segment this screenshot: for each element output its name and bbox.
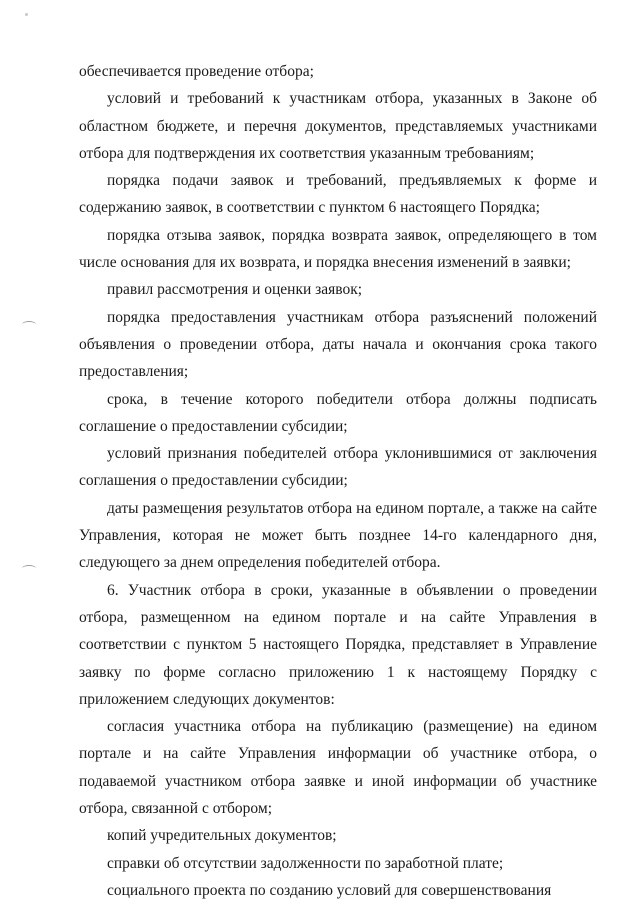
paragraph: срока, в течение которого победители отбора должны подписать соглашение о предоставлении субсидии; [79,390,597,435]
paragraph: даты размещения результатов отбора на едином портале, а также на сайте Управления, которая не может быть позднее 14-го календарного дня, следующего за днем определения победителей отбора. [79,499,597,572]
paragraph: порядка предоставления участникам отбора разъяснений положений объявления о проведении отбора, даты начала и окончания срока такого предоставления; [79,308,597,381]
paragraph: социального проекта по созданию условий для совершенствования [107,881,552,899]
paragraph: условий признания победителей отбора уклонившимися от заключения соглашения о предоставлении субсидии; [79,445,597,490]
paragraph: копий учредительных документов; [107,827,337,845]
scan-dot [25,13,28,16]
paragraph: согласия участника отбора на публикацию (размещение) на едином портале и на сайте Управления информации об участнике отбора, о подаваемой участником отбора заявке и иной информации об участнике отбора, связанной с отбором; [79,718,597,818]
document-text [79,58,597,904]
paragraph: порядка подачи заявок и требований, предъявляемых к форме и содержанию заявок, в соответствии с пунктом 6 настоящего Порядка; [79,172,597,217]
scan-margin-mark [22,321,36,328]
scan-margin-mark [22,565,36,572]
paragraph: обеспечивается проведение отбора; [79,63,314,80]
paragraph: справки об отсутствии задолженности по заработной плате; [107,854,504,872]
paragraph: порядка отзыва заявок, порядка возврата заявок, определяющего в том числе основания для их возврата, и порядка внесения изменений в заявки; [79,226,597,272]
paragraph: условий и требований к участникам отбора, указанных в Законе об областном бюджете, и перечня документов, представляемых участниками отбора для подтверждения их соответствия указанным требованиям; [79,90,597,162]
paragraph-section-6: 6. Участник отбора в сроки, указанные в объявлении о проведении отбора, размещенном на едином портале и на сайте Управления в соответствии с пунктом 5 настоящего Порядка, представляет в Управление заявку по форме согласно приложению 1 к настоящему Порядку с приложением следующих документов: [79,581,597,708]
paragraph: правил рассмотрения и оценки заявок; [107,281,363,299]
